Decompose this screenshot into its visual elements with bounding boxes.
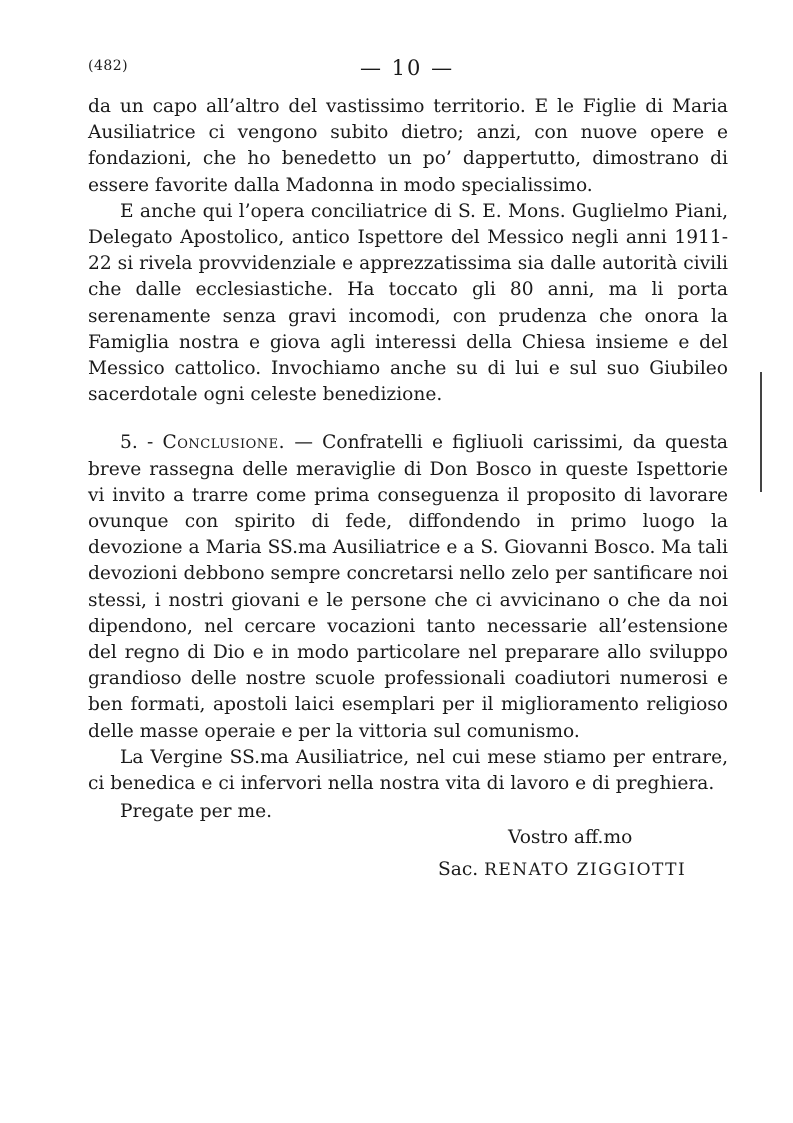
letter-body <box>88 94 728 883</box>
section-text: Confratelli e figliuoli carissimi, da questa breve rassegna delle meraviglie di Don Bosco in queste Ispettorie vi invito a trarre come prima conseguenza il proposito di lavorare ovunque con spirito di fede, diffondendo in primo luogo la devozione a Maria SS.ma Ausiliatrice e a S. Giovanni Bosco. Ma tali devozioni debbono sempre concretarsi nello zelo per santificare noi stessi, i nostri giovani e le persone che ci avvicinano o che da noi dipendono, nel cercare vocazioni tanto necessarie all’estensione del regno di Dio e in modo particolare nel preparare allo sviluppo grandioso delle nostre scuole professionali coadiutori numerosi e ben formati, apostoli laici esemplari per il miglioramento religioso delle masse operaie e per la vittoria sul comunismo. <box>88 432 728 742</box>
page-number: — 10 — <box>360 56 455 80</box>
paragraph-blessing: La Vergine SS.ma Ausiliatrice, nel cui mese stiamo per entrare, ci benedica e ci infervori nella nostra vita di lavoro e di preghiera. <box>88 746 728 795</box>
closing-block <box>88 799 728 883</box>
signature <box>438 857 686 883</box>
page-header <box>88 58 728 82</box>
header-reference-number: (482) <box>88 58 129 74</box>
signature-title: Sac. <box>438 859 485 881</box>
paragraph-delegate: E anche qui l’opera conciliatrice di S. E. Mons. Guglielmo Piani, Delegato Apostolico, antico Ispettore del Messico negli anni 1911-22 si rivela provvidenziale e apprezzatissima sia dalle autorità civili che dalle ecclesiastiche. Ha toccato gli 80 anni, ma li porta serenamente senza gravi incomodi, con prudenza che onora la Famiglia nostra e giova agli interessi della Chiesa insieme e del Messico cattolico. Invochiamo anche su di lui e sul suo Giubileo sacerdotale ogni celeste benedizione. <box>88 200 728 406</box>
margin-rule <box>760 372 762 492</box>
closing-salutation: Vostro aff.mo <box>508 827 633 849</box>
paragraph-continuation: da un capo all’altro del vastissimo territorio. E le Figlie di Maria Ausiliatrice ci vengono subito dietro; anzi, con nuove opere e fondazioni, che ho benedetto un po’ dappertutto, dimostrano di essere favorite dalla Madonna in modo specialissimo. <box>88 96 728 196</box>
paragraph-gap <box>88 408 728 430</box>
section-number: 5. - <box>120 432 154 454</box>
signature-name: RENATO ZIGGIOTTI <box>484 860 687 881</box>
section-dash: — <box>285 432 323 454</box>
section-heading: Conclusione. <box>162 432 286 454</box>
closing-prayer: Pregate per me. <box>120 801 273 823</box>
paragraph-conclusion <box>88 430 728 744</box>
